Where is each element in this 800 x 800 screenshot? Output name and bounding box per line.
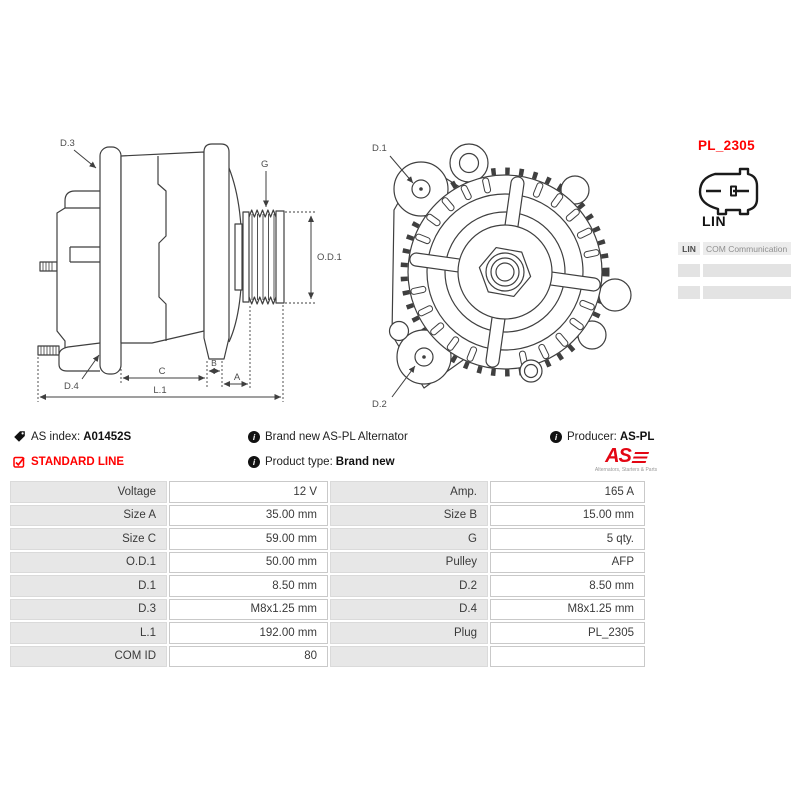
spec-value: 59.00 mm [169, 528, 328, 550]
checkbox-checked-icon [13, 456, 25, 468]
standard-line-badge: STANDARD LINE [31, 456, 125, 468]
producer [567, 431, 654, 443]
spec-label: D.4 [330, 599, 488, 621]
dim-label-od1: O.D.1 [317, 252, 342, 263]
spec-value [490, 646, 645, 668]
product-type-value: Brand new [335, 456, 395, 468]
dim-label-b: B [211, 358, 217, 368]
producer-label: Producer: [567, 431, 617, 443]
info-icon: i [248, 456, 260, 468]
spec-value: PL_2305 [490, 622, 645, 644]
pin-description-table [678, 242, 792, 308]
spec-label: Plug [330, 622, 488, 644]
spec-value: 12 V [169, 481, 328, 503]
product-type [265, 456, 395, 468]
plug-code: PL_2305 [698, 138, 755, 153]
spec-value: M8x1.25 mm [490, 599, 645, 621]
spec-label: O.D.1 [10, 552, 167, 574]
as-index-value: A01452S [83, 431, 132, 443]
spec-label: L.1 [10, 622, 167, 644]
spec-value: 192.00 mm [169, 622, 328, 644]
spec-label: Pulley [330, 552, 488, 574]
spec-label: D.1 [10, 575, 167, 597]
dim-label-d2: D.2 [372, 399, 387, 410]
dim-label-l1: L.1 [153, 385, 167, 396]
logo-stripes [631, 452, 649, 465]
spec-value: 165 A [490, 481, 645, 503]
spec-label: COM ID [10, 646, 167, 668]
tag-icon [13, 430, 26, 443]
spec-table [10, 481, 647, 667]
producer-value: AS-PL [619, 431, 655, 443]
spec-value: 35.00 mm [169, 505, 328, 527]
pin-row-empty [678, 286, 792, 299]
dim-label-d1: D.1 [372, 143, 387, 154]
dim-label-d3: D.3 [60, 138, 75, 149]
spec-value: 15.00 mm [490, 505, 645, 527]
spec-label: Voltage [10, 481, 167, 503]
logo-tagline: Alternators, Starters & Parts [594, 467, 658, 473]
as-pl-logo [593, 446, 659, 473]
pin-row-empty [678, 264, 792, 277]
info-icon: i [550, 431, 562, 443]
spec-value: 5 qty. [490, 528, 645, 550]
spec-label: Size A [10, 505, 167, 527]
dim-label-a: A [233, 372, 241, 383]
spec-label: D.2 [330, 575, 488, 597]
pin-row [678, 242, 792, 255]
product-title: Brand new AS-PL Alternator [265, 431, 408, 443]
front-view-drawing [390, 144, 632, 388]
spec-value: 8.50 mm [169, 575, 328, 597]
spec-label: D.3 [10, 599, 167, 621]
plug-connector-name: LIN [702, 213, 727, 229]
spec-label: Amp. [330, 481, 488, 503]
spec-value: 8.50 mm [490, 575, 645, 597]
spec-label [330, 646, 488, 668]
dim-label-d4: D.4 [64, 381, 79, 392]
spec-value: 50.00 mm [169, 552, 328, 574]
dim-label-g: G [261, 159, 269, 170]
logo-text: AS [605, 445, 631, 467]
spec-label: Size B [330, 505, 488, 527]
side-view-drawing [38, 144, 284, 374]
as-index [31, 431, 131, 443]
pin-name-cell: LIN [678, 242, 700, 255]
spec-value: 80 [169, 646, 328, 668]
as-index-label: AS index: [31, 431, 81, 443]
product-type-label: Product type: [265, 456, 333, 468]
dim-label-c: C [158, 366, 166, 377]
plug-connector-drawing [700, 169, 757, 214]
spec-value: AFP [490, 552, 645, 574]
pin-description-cell: COM Communication [703, 242, 791, 255]
spec-label: Size C [10, 528, 167, 550]
info-icon: i [248, 431, 260, 443]
spec-label: G [330, 528, 488, 550]
spec-value: M8x1.25 mm [169, 599, 328, 621]
